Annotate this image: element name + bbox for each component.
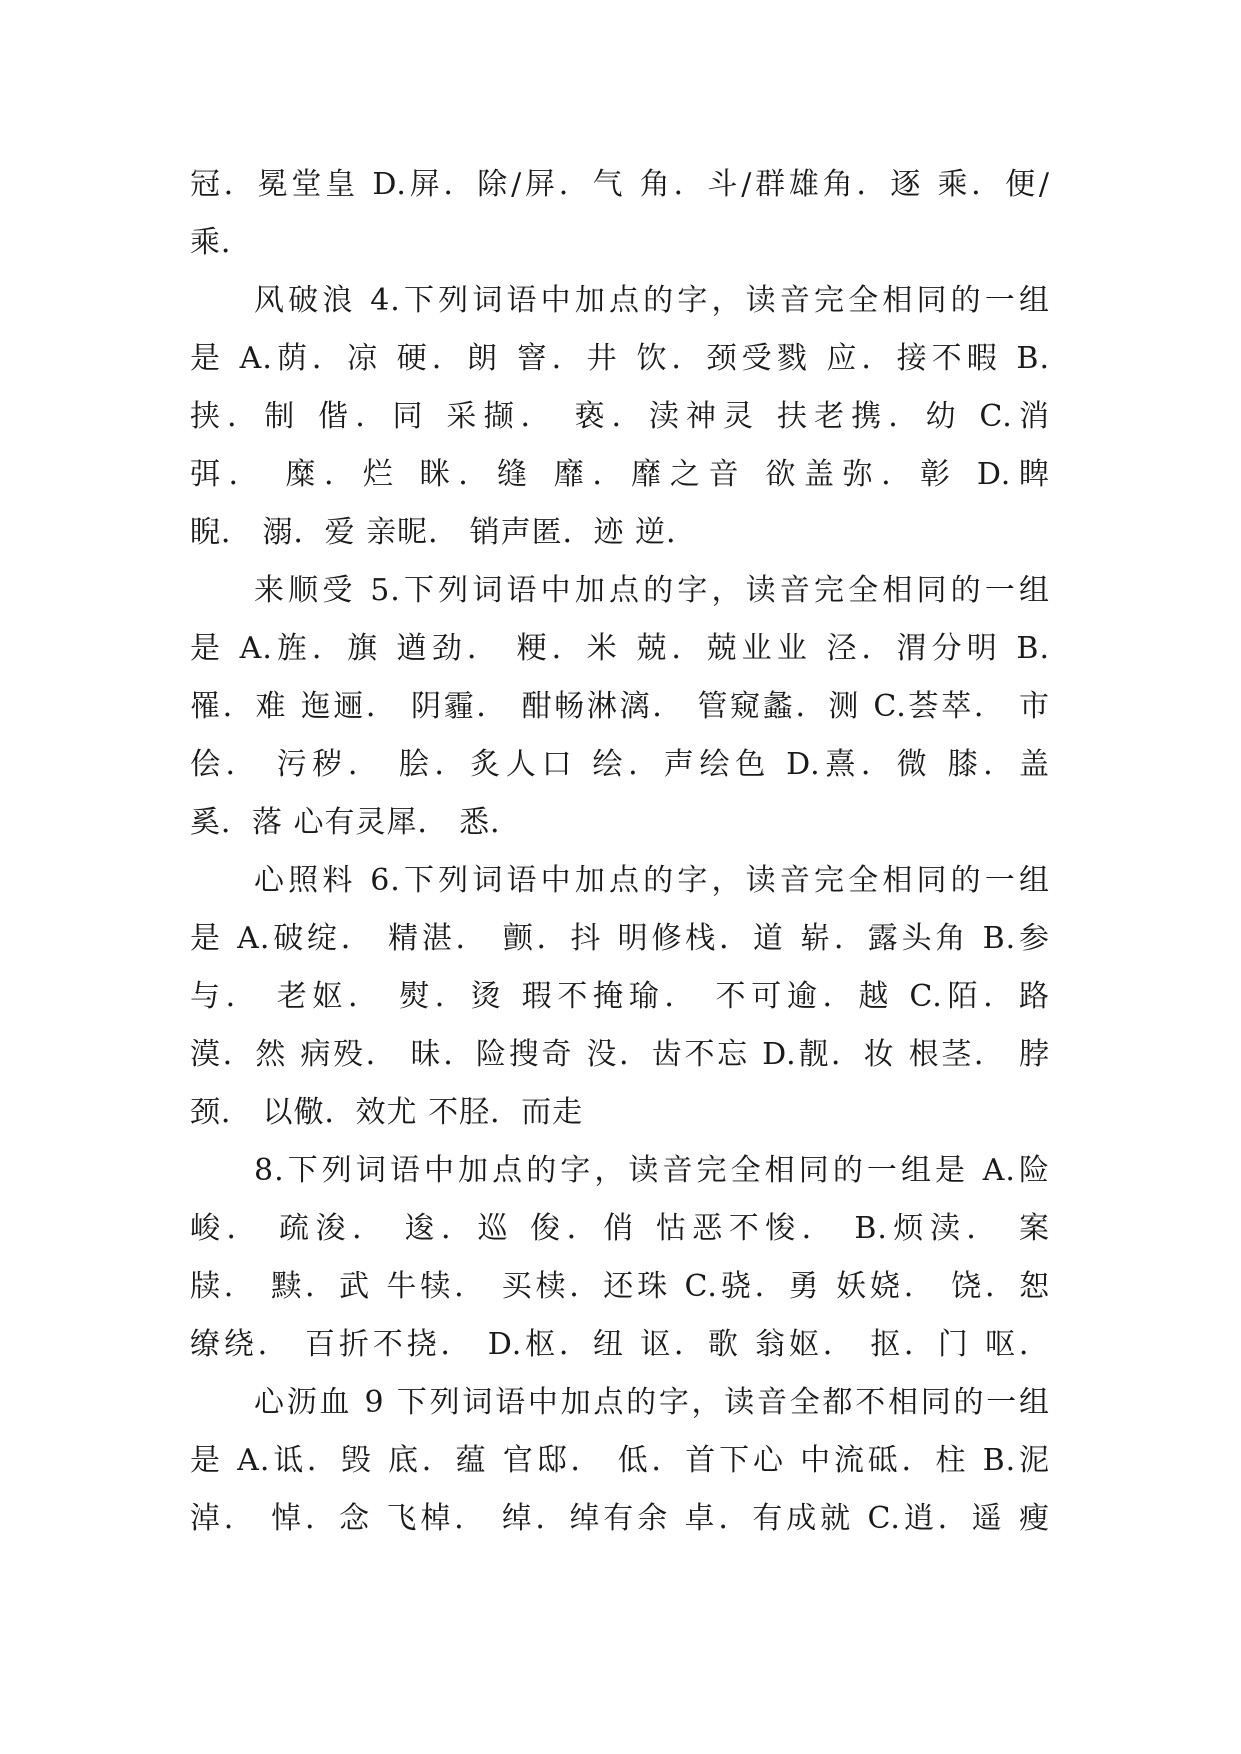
paragraph bbox=[190, 1142, 1050, 1374]
text-line: 是 A.旌．旗 遒劲． 粳．米 兢．兢业业 泾．渭分明 B. bbox=[190, 631, 1050, 666]
text-line: 是 A.荫．凉 硬．朗 窨．井 饮．颈受戮 应．接不暇 B. bbox=[190, 341, 1050, 376]
text-line: 颈． 以儆．效尤 不胫．而走 bbox=[190, 1095, 584, 1130]
text-line: 心沥血 9 下列词语中加点的字，读音全都不相同的一组 bbox=[254, 1385, 1050, 1420]
text-line: 心照料 6.下列词语中加点的字，读音完全相同的一组 bbox=[254, 863, 1050, 898]
text-line: 峻． 疏浚． 逡．巡 俊．俏 怙恶不悛． B.烦渎． 案 bbox=[190, 1211, 1050, 1246]
document-page bbox=[190, 156, 1050, 1548]
text-line: 漠．然 病殁． 昧．险搜奇 没．齿不忘 D.靓．妆 根茎． 脖 bbox=[190, 1037, 1050, 1072]
paragraph bbox=[190, 272, 1050, 562]
paragraph bbox=[190, 156, 1050, 272]
text-line: 睨． 溺．爱 亲昵． 销声匿．迹 逆． bbox=[190, 515, 698, 550]
text-line: 牍． 黩．武 牛犊． 买椟．还珠 C.骁．勇 妖娆． 饶．恕 bbox=[190, 1269, 1050, 1304]
text-line: 来顺受 5.下列词语中加点的字，读音完全相同的一组 bbox=[254, 573, 1050, 608]
text-line: 是 A.诋．毁 底．蕴 官邸． 低．首下心 中流砥．柱 B.泥 bbox=[190, 1443, 1050, 1478]
text-line: 奚．落 心有灵犀． 悉． bbox=[190, 805, 522, 840]
text-line: 弭． 糜．烂 眯．缝 靡．靡之音 欲盖弥．彰 D.睥 bbox=[190, 457, 1050, 492]
text-line: 是 A.破绽． 精湛． 颤．抖 明修栈．道 崭．露头角 B.参 bbox=[190, 921, 1050, 956]
text-line: 侩． 污秽． 脍．炙人口 绘．声绘色 D.熹．微 膝．盖 bbox=[190, 747, 1050, 782]
text-line: 挟．制 偕．同 采撷． 亵．渎神灵 扶老携．幼 C.消 bbox=[190, 399, 1050, 434]
text-line: 8.下列词语中加点的字，读音完全相同的一组是 A.险 bbox=[254, 1153, 1050, 1188]
text-line: 罹．难 迤逦． 阴霾． 酣畅淋漓． 管窥蠡．测 C.荟萃． 市 bbox=[190, 689, 1050, 724]
text-line: 与． 老妪． 熨．烫 瑕不掩瑜． 不可逾．越 C.陌．路 bbox=[190, 979, 1050, 1014]
text-line: 缭绕． 百折不挠． D.枢．纽 讴．歌 翁妪． 抠．门 呕． bbox=[190, 1327, 1050, 1362]
text-line: 冠．冕堂皇 D.屏．除/屏．气 角．斗/群雄角．逐 乘．便/ bbox=[190, 167, 1050, 202]
text-line: 风破浪 4.下列词语中加点的字，读音完全相同的一组 bbox=[254, 283, 1050, 318]
text-line: 淖． 悼．念 飞棹． 绰．绰有余 卓．有成就 C.逍．遥 瘦 bbox=[190, 1501, 1050, 1536]
paragraph bbox=[190, 1374, 1050, 1548]
text-line: 乘． bbox=[190, 225, 252, 260]
paragraph bbox=[190, 562, 1050, 852]
paragraph bbox=[190, 852, 1050, 1142]
